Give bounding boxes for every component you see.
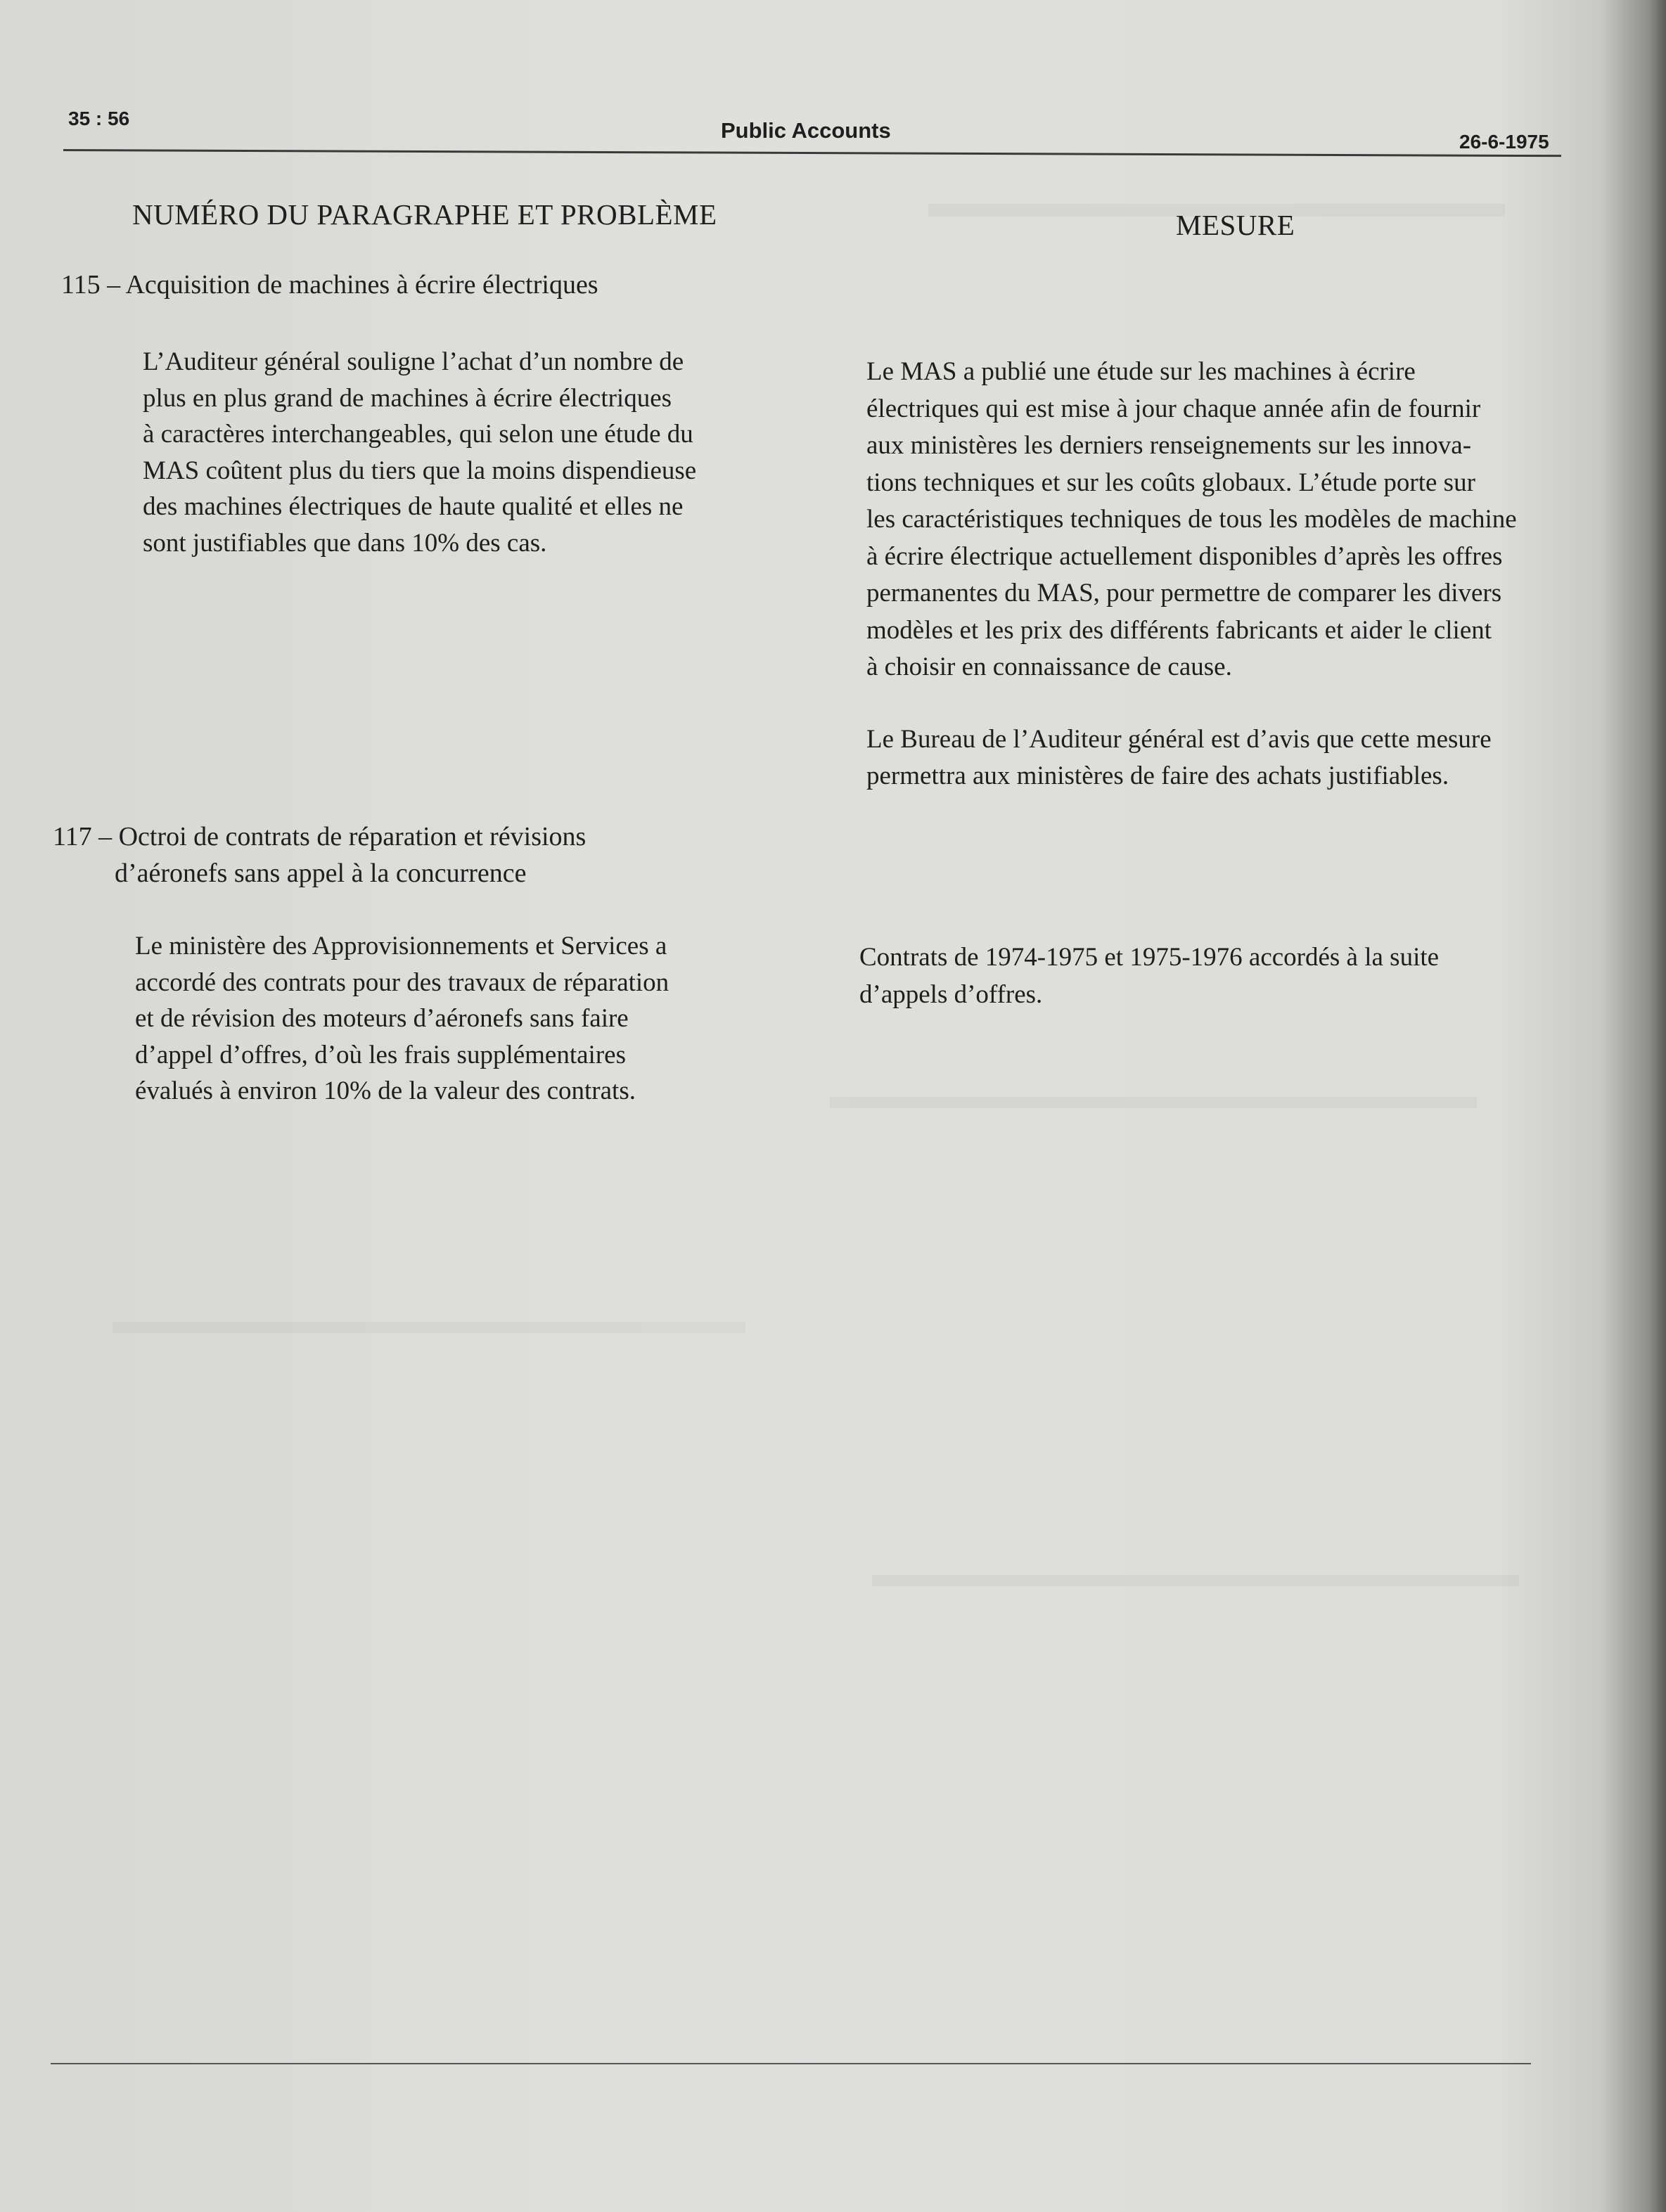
item-117-problem (135, 928, 803, 1110)
measure-line: d’appels d’offres. (859, 979, 1043, 1009)
problem-line: L’Auditeur général souligne l’achat d’un nombre de (143, 347, 684, 376)
left-column-heading: NUMÉRO DU PARAGRAPHE ET PROBLÈME (132, 198, 717, 231)
page-number: 35 : 56 (68, 108, 130, 129)
right-column-heading: MESURE (1176, 209, 1295, 241)
measure-line: les caractéristiques techniques de tous les modèles de machine (866, 505, 1517, 534)
problem-line: d’appel d’offres, d’où les frais supplémentaires (135, 1040, 626, 1069)
measure-line: modèles et les prix des différents fabricants et aider le client (866, 615, 1492, 645)
measure-line: Contrats de 1974-1975 et 1975-1976 accordés à la suite (859, 943, 1440, 972)
item-115-measure (866, 354, 1626, 795)
header-date: 26-6-1975 (1459, 131, 1549, 153)
measure-line: permettra aux ministères de faire des achats justifiables. (866, 761, 1449, 790)
problem-line: MAS coûtent plus du tiers que la moins dispendieuse (143, 456, 697, 485)
item-117 (53, 818, 586, 892)
show-through-mark (872, 1575, 1519, 1586)
measure-line: aux ministères les derniers renseignements sur les innova- (866, 431, 1472, 460)
measure-line: à écrire électrique actuellement disponibles d’après les offres (866, 541, 1503, 571)
measure-line: tions techniques et sur les coûts globaux. L’étude porte sur (866, 468, 1475, 497)
footer-rule (51, 2063, 1531, 2064)
problem-line: Le ministère des Approvisionnements et Services a (135, 932, 667, 960)
problem-line: plus en plus grand de machines à écrire électriques (143, 383, 672, 413)
item-115-problem (143, 344, 811, 561)
show-through-mark (830, 1097, 1477, 1108)
item-115 (61, 266, 598, 303)
measure-line: permanentes du MAS, pour permettre de comparer les divers (866, 579, 1502, 607)
measure-line: électriques qui est mise à jour chaque année afin de fournir (866, 394, 1481, 423)
item-117-measure (859, 939, 1619, 1013)
item-title-continuation: d’aéronefs sans appel à la concurrence (115, 859, 527, 888)
measure-line: Le Bureau de l’Auditeur général est d’avis que cette mesure (866, 724, 1492, 754)
measure-paragraph (866, 721, 1626, 795)
measure-line: à choisir en connaissance de cause. (866, 652, 1232, 681)
header-rule (63, 149, 1561, 157)
measure-line: Le MAS a publié une étude sur les machines à écrire (866, 357, 1416, 386)
measure-paragraph (866, 354, 1626, 686)
problem-line: des machines électriques de haute qualité et elles ne (143, 492, 684, 521)
problem-line: et de révision des moteurs d’aéronefs sans faire (135, 1004, 629, 1033)
problem-line: sont justifiables que dans 10% des cas. (143, 528, 547, 558)
problem-line: évalués à environ 10% de la valeur des contrats. (135, 1076, 636, 1105)
problem-line: à caractères interchangeables, qui selon une étude du (143, 420, 693, 449)
item-title: 117 – Octroi de contrats de réparation et révisions (53, 822, 587, 851)
measure-paragraph (859, 939, 1619, 1013)
show-through-mark (113, 1322, 745, 1333)
problem-line: accordé des contrats pour des travaux de réparation (135, 967, 669, 997)
running-title: Public Accounts (721, 118, 891, 143)
item-title: 115 – Acquisition de machines à écrire électriques (61, 270, 598, 300)
